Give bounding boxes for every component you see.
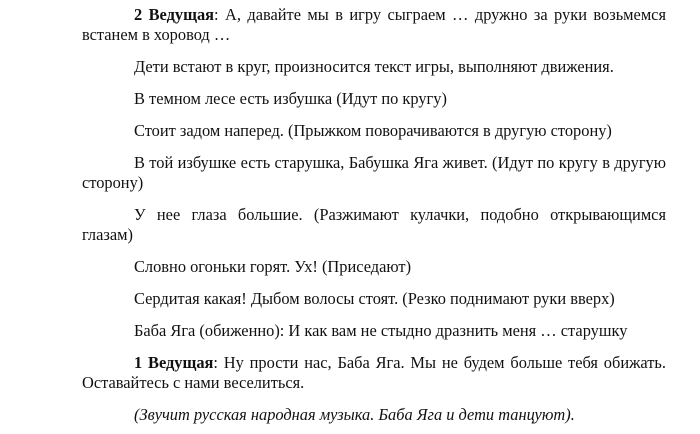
paragraph-host1-line: [82, 353, 666, 393]
speaker-label: 1 Ведущая: [134, 353, 214, 372]
paragraph-game-line: Стоит задом наперед. (Прыжком поворачиваются в другую сторону): [134, 121, 612, 140]
paragraph-game-line: У нее глаза большие. (Разжимают кулачки, подобно открывающимся глазам): [82, 205, 666, 244]
paragraph-game-line: Сердитая какая! Дыбом волосы стоят. (Резко поднимают руки вверх): [134, 289, 615, 308]
paragraph-game-line: В темном лесе есть избушка (Идут по кругу): [134, 89, 447, 108]
paragraph-baba-yaga-line: Баба Яга (обиженно): И как вам не стыдно дразнить меня … старушку: [134, 321, 628, 340]
paragraph-game-line: Словно огоньки горят. Ух! (Приседают): [134, 257, 412, 276]
paragraph-host2-line: [82, 5, 666, 45]
paragraph-game-line: В той избушке есть старушка, Бабушка Яга живет. (Идут по кругу в другую сторону): [82, 153, 666, 192]
paragraph-text: : Ну прости нас, Баба Яга. Мы не будем больше тебя обижать. Оставайтесь с нами веселиться.: [82, 353, 667, 392]
paragraph-text: : А, давайте мы в игру сыграем … дружно за руки возьмемся встанем в хоровод …: [82, 5, 667, 44]
paragraph-stage-direction-music: (Звучит русская народная музыка. Баба Яга и дети танцуют).: [134, 405, 575, 424]
speaker-label: 2 Ведущая: [134, 5, 215, 24]
paragraph-stage-direction: Дети встают в круг, произносится текст игры, выполняют движения.: [134, 57, 614, 76]
